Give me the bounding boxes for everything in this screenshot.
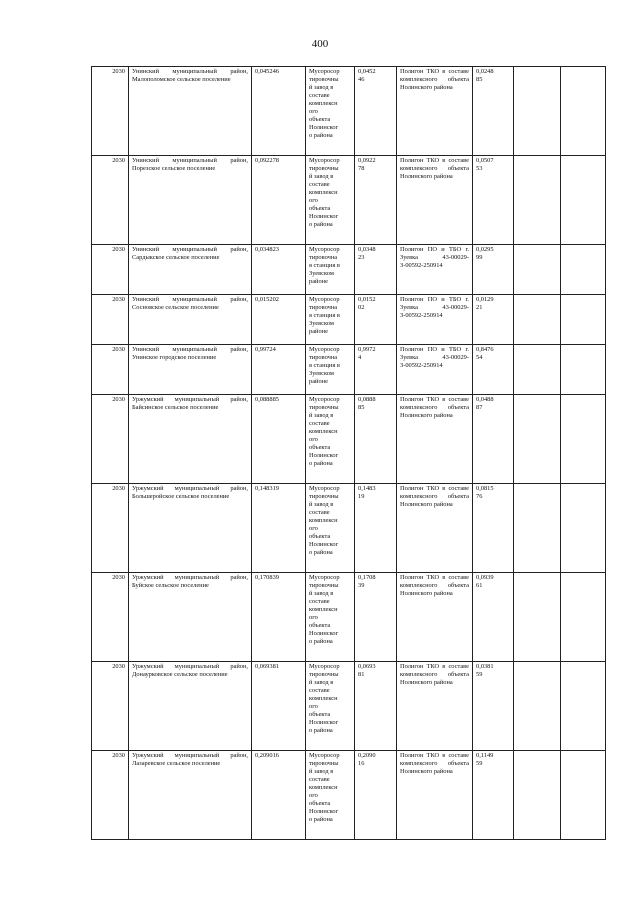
year-cell: 2030 [92, 67, 129, 156]
facility-cell [306, 295, 355, 345]
share-cell-line: 02 [358, 304, 365, 311]
facility-cell-line: объекта [309, 444, 331, 451]
facility-cell-line: й завод в [309, 501, 334, 508]
facility-cell-line: Нолинског [309, 124, 339, 131]
facility-cell-line: комплексн [309, 428, 338, 435]
share-cell-line: 39 [358, 582, 365, 589]
result-cell-line: 0,0248 [476, 68, 494, 75]
table-row [92, 573, 606, 662]
municipality-cell: Унинский муниципальный район, Унинское городское поселение [129, 345, 252, 395]
facility-cell-line: комплексн [309, 100, 338, 107]
facility-cell-line: объекта [309, 116, 331, 123]
value-cell: 0,148319 [252, 484, 306, 573]
municipality-cell: Уржумский муниципальный район, Байсинское сельское поселение [129, 395, 252, 484]
result-cell-line: 0,0815 [476, 485, 494, 492]
empty-cell [561, 156, 606, 245]
table-row [92, 484, 606, 573]
facility-cell-line: о района [309, 816, 333, 823]
facility-cell-line: тировочны [309, 671, 339, 678]
table-row [92, 245, 606, 295]
share-cell [355, 245, 397, 295]
share-cell [355, 573, 397, 662]
facility-cell-line: комплексн [309, 784, 338, 791]
table-row [92, 345, 606, 395]
share-cell [355, 751, 397, 840]
share-cell-line: 0,0888 [358, 396, 376, 403]
facility-cell-line: комплексн [309, 606, 338, 613]
share-cell [355, 295, 397, 345]
municipality-cell: Унинский муниципальный район, Сардыкское сельское поселение [129, 245, 252, 295]
facility-cell-line: ого [309, 614, 318, 621]
value-cell: 0,092278 [252, 156, 306, 245]
destination-cell: Полигон ПО и ТБО г. Зуевка 43-00029-З-00592-250914 [397, 345, 473, 395]
facility-cell-line: составе [309, 687, 330, 694]
facility-cell-line: Нолинског [309, 213, 339, 220]
result-cell-line: 0,8476 [476, 346, 494, 353]
facility-cell-line: Мусоросор [309, 574, 340, 581]
facility-cell-line: тировочны [309, 493, 339, 500]
facility-cell-line: о района [309, 132, 333, 139]
facility-cell-line: составе [309, 776, 330, 783]
facility-cell-line: й завод в [309, 173, 334, 180]
table-row [92, 662, 606, 751]
year-cell: 2030 [92, 662, 129, 751]
facility-cell-line: объекта [309, 533, 331, 540]
facility-cell-line: Нолинског [309, 541, 339, 548]
destination-cell: Полигон ПО и ТБО г. Зуевка 43-00029-З-00592-250914 [397, 245, 473, 295]
facility-cell-line: комплексн [309, 695, 338, 702]
facility-cell [306, 156, 355, 245]
facility-cell-line: ого [309, 703, 318, 710]
facility-cell-line: тировочна [309, 354, 338, 361]
share-cell-line: 0,2090 [358, 752, 376, 759]
table-row [92, 295, 606, 345]
facility-cell-line: составе [309, 598, 330, 605]
facility-cell-line: составе [309, 181, 330, 188]
empty-cell [561, 395, 606, 484]
facility-cell-line: тировочна [309, 254, 338, 261]
share-cell-line: 0,9972 [358, 346, 376, 353]
result-cell-line: 53 [476, 165, 483, 172]
result-cell [473, 245, 514, 295]
destination-cell: Полигон ТКО в составе комплексного объекта Нолинского района [397, 751, 473, 840]
empty-cell [561, 662, 606, 751]
facility-cell-line: Зуевском [309, 320, 334, 327]
share-cell-line: 0,0452 [358, 68, 376, 75]
facility-cell-line: ого [309, 197, 318, 204]
facility-cell-line: й завод в [309, 412, 334, 419]
share-cell [355, 156, 397, 245]
facility-cell-line: ого [309, 525, 318, 532]
facility-cell-line: объекта [309, 622, 331, 629]
facility-cell-line: районе [309, 328, 328, 335]
empty-cell [514, 751, 561, 840]
share-cell-line: 0,0348 [358, 246, 376, 253]
share-cell-line: 4 [358, 354, 362, 361]
year-cell: 2030 [92, 751, 129, 840]
result-cell [473, 395, 514, 484]
result-cell [473, 484, 514, 573]
table-row [92, 751, 606, 840]
result-cell-line: 59 [476, 760, 483, 767]
destination-cell: Полигон ПО и ТБО г. Зуевка 43-00029-З-00592-250914 [397, 295, 473, 345]
share-cell-line: 0,0922 [358, 157, 376, 164]
destination-cell: Полигон ТКО в составе комплексного объекта Нолинского района [397, 156, 473, 245]
facility-cell-line: составе [309, 420, 330, 427]
share-cell [355, 484, 397, 573]
result-cell-line: 0,0939 [476, 574, 494, 581]
year-cell: 2030 [92, 156, 129, 245]
facility-cell-line: Мусоросор [309, 663, 340, 670]
facility-cell-line: тировочны [309, 404, 339, 411]
facility-cell [306, 345, 355, 395]
value-cell: 0,99724 [252, 345, 306, 395]
empty-cell [561, 295, 606, 345]
year-cell: 2030 [92, 395, 129, 484]
value-cell: 0,069381 [252, 662, 306, 751]
result-cell-line: 99 [476, 254, 483, 261]
facility-cell [306, 751, 355, 840]
facility-cell-line: й завод в [309, 679, 334, 686]
facility-cell-line: составе [309, 92, 330, 99]
facility-cell-line: комплексн [309, 189, 338, 196]
empty-cell [561, 345, 606, 395]
facility-cell-line: Нолинског [309, 452, 339, 459]
empty-cell [514, 67, 561, 156]
facility-cell-line: о района [309, 638, 333, 645]
facility-cell-line: Мусоросор [309, 157, 340, 164]
share-cell-line: 0,0693 [358, 663, 376, 670]
share-cell [355, 395, 397, 484]
facility-cell-line: Зуевском [309, 370, 334, 377]
empty-cell [514, 484, 561, 573]
facility-cell-line: Нолинског [309, 630, 339, 637]
municipality-cell: Уржумский муниципальный район, Донаурковское сельское поселение [129, 662, 252, 751]
facility-cell-line: тировочны [309, 165, 339, 172]
table-row [92, 395, 606, 484]
value-cell: 0,088885 [252, 395, 306, 484]
facility-cell-line: районе [309, 278, 328, 285]
result-cell-line: 54 [476, 354, 483, 361]
result-cell-line: 0,0488 [476, 396, 494, 403]
facility-cell-line: составе [309, 509, 330, 516]
facility-cell-line: Мусоросор [309, 485, 340, 492]
facility-cell [306, 662, 355, 751]
empty-cell [561, 751, 606, 840]
share-cell-line: 78 [358, 165, 365, 172]
municipality-cell: Уржумский муниципальный район, Буйское сельское поселение [129, 573, 252, 662]
empty-cell [561, 245, 606, 295]
destination-cell: Полигон ТКО в составе комплексного объекта Нолинского района [397, 395, 473, 484]
share-cell-line: 19 [358, 493, 365, 500]
facility-cell-line: Мусоросор [309, 396, 340, 403]
facility-cell-line: Зуевском [309, 270, 334, 277]
year-cell: 2030 [92, 295, 129, 345]
share-cell [355, 67, 397, 156]
result-cell-line: 85 [476, 76, 483, 83]
empty-cell [514, 395, 561, 484]
facility-cell-line: о района [309, 727, 333, 734]
facility-cell-line: Нолинског [309, 719, 339, 726]
table-row [92, 156, 606, 245]
facility-cell-line: комплексн [309, 517, 338, 524]
facility-cell-line: тировочна [309, 304, 338, 311]
result-cell-line: 0,0381 [476, 663, 494, 670]
facility-cell-line: тировочны [309, 76, 339, 83]
facility-cell-line: Мусоросор [309, 68, 340, 75]
year-cell: 2030 [92, 345, 129, 395]
value-cell: 0,034823 [252, 245, 306, 295]
facility-cell-line: районе [309, 378, 328, 385]
value-cell: 0,170839 [252, 573, 306, 662]
table-row [92, 67, 606, 156]
facility-cell-line: й завод в [309, 84, 334, 91]
result-cell-line: 21 [476, 304, 483, 311]
result-cell-line: 76 [476, 493, 483, 500]
facility-cell-line: о района [309, 221, 333, 228]
result-cell-line: 87 [476, 404, 483, 411]
empty-cell [561, 67, 606, 156]
share-cell-line: 23 [358, 254, 365, 261]
page-number: 400 [311, 38, 329, 50]
facility-cell-line: тировочны [309, 760, 339, 767]
facility-cell-line: Мусоросор [309, 296, 340, 303]
empty-cell [514, 345, 561, 395]
year-cell: 2030 [92, 573, 129, 662]
facility-cell-line: ого [309, 436, 318, 443]
facility-cell-line: тировочны [309, 582, 339, 589]
facility-cell-line: я станция в [309, 312, 340, 319]
facility-cell-line: объекта [309, 711, 331, 718]
share-cell-line: 46 [358, 76, 365, 83]
result-cell-line: 0,0507 [476, 157, 494, 164]
share-cell-line: 81 [358, 671, 365, 678]
empty-cell [514, 156, 561, 245]
result-cell [473, 67, 514, 156]
share-cell-line: 85 [358, 404, 365, 411]
municipality-cell: Уржумский муниципальный район, Большеройское сельское поселение [129, 484, 252, 573]
value-cell: 0,045246 [252, 67, 306, 156]
result-cell [473, 573, 514, 662]
share-cell [355, 345, 397, 395]
value-cell: 0,015202 [252, 295, 306, 345]
municipality-cell: Унинский муниципальный район, Порезское сельское поселение [129, 156, 252, 245]
share-cell [355, 662, 397, 751]
facility-cell-line: Мусоросор [309, 752, 340, 759]
result-cell-line: 61 [476, 582, 483, 589]
facility-cell-line: Нолинског [309, 808, 339, 815]
share-cell-line: 16 [358, 760, 365, 767]
empty-cell [561, 484, 606, 573]
share-cell-line: 0,1708 [358, 574, 376, 581]
facility-cell [306, 245, 355, 295]
result-cell [473, 662, 514, 751]
value-cell: 0,209016 [252, 751, 306, 840]
destination-cell: Полигон ТКО в составе комплексного объекта Нолинского района [397, 662, 473, 751]
empty-cell [514, 573, 561, 662]
facility-cell-line: Мусоросор [309, 346, 340, 353]
facility-cell-line: й завод в [309, 590, 334, 597]
facility-cell-line: о района [309, 460, 333, 467]
facility-cell-line: Мусоросор [309, 246, 340, 253]
facility-cell-line: объекта [309, 205, 331, 212]
destination-cell: Полигон ТКО в составе комплексного объекта Нолинского района [397, 67, 473, 156]
year-cell: 2030 [92, 484, 129, 573]
facility-cell-line: я станция в [309, 262, 340, 269]
facility-cell-line: ого [309, 792, 318, 799]
facility-cell-line: я станция в [309, 362, 340, 369]
empty-cell [561, 573, 606, 662]
facility-cell-line: о района [309, 549, 333, 556]
year-cell: 2030 [92, 245, 129, 295]
facility-cell [306, 395, 355, 484]
facility-cell [306, 484, 355, 573]
destination-cell: Полигон ТКО в составе комплексного объекта Нолинского района [397, 573, 473, 662]
result-cell-line: 59 [476, 671, 483, 678]
result-cell-line: 0,0129 [476, 296, 494, 303]
facility-cell-line: объекта [309, 800, 331, 807]
share-cell-line: 0,0152 [358, 296, 376, 303]
destination-cell: Полигон ТКО в составе комплексного объекта Нолинского района [397, 484, 473, 573]
share-cell-line: 0,1483 [358, 485, 376, 492]
result-cell [473, 295, 514, 345]
empty-cell [514, 662, 561, 751]
facility-cell [306, 573, 355, 662]
facility-cell [306, 67, 355, 156]
municipality-cell: Унинский муниципальный район, Малополомское сельское поселение [129, 67, 252, 156]
result-cell-line: 0,1149 [476, 752, 494, 759]
municipality-cell: Унинский муниципальный район, Сосновское сельское поселение [129, 295, 252, 345]
facility-cell-line: ого [309, 108, 318, 115]
municipality-cell: Уржумский муниципальный район, Лазаревское сельское поселение [129, 751, 252, 840]
result-cell [473, 156, 514, 245]
facility-cell-line: й завод в [309, 768, 334, 775]
empty-cell [514, 295, 561, 345]
waste-flow-table [91, 66, 606, 840]
table-body [92, 67, 606, 840]
result-cell [473, 751, 514, 840]
result-cell-line: 0,0295 [476, 246, 494, 253]
empty-cell [514, 245, 561, 295]
result-cell [473, 345, 514, 395]
